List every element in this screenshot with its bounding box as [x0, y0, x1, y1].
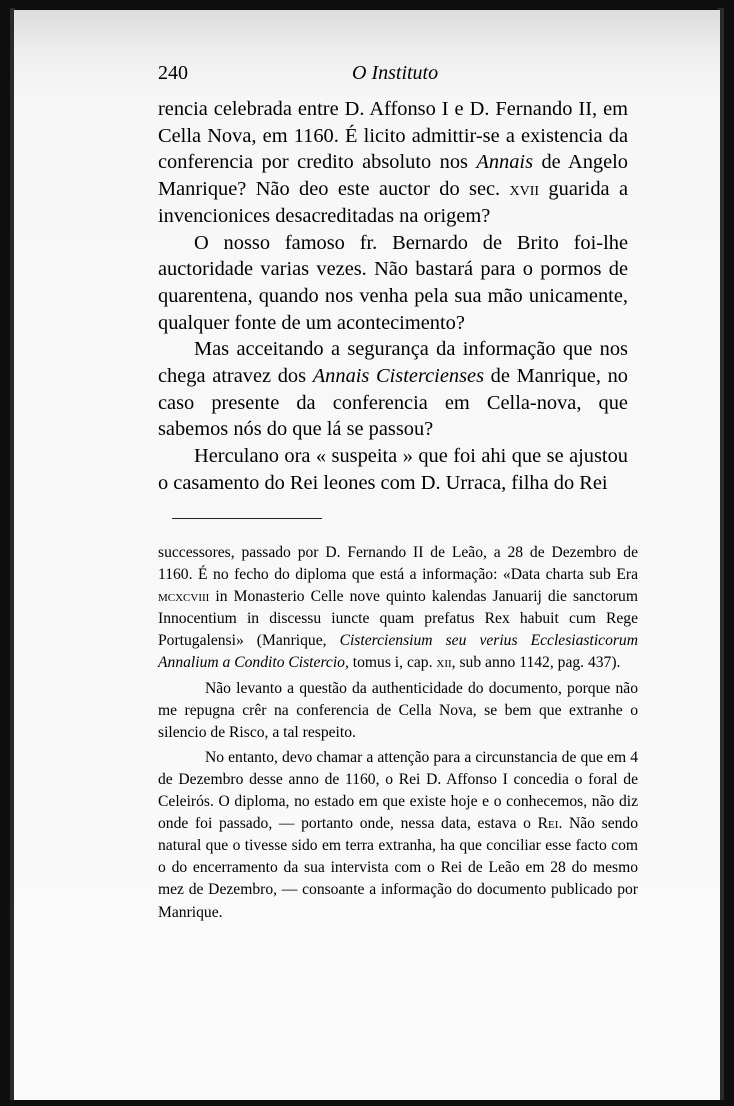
annais-title: Annais — [476, 151, 534, 174]
paragraph-4: Herculano ora « suspeita » que foi ahi que se ajustou o casamento do Rei leones com D. Urraca, filha do Rei — [158, 445, 628, 494]
footnote-rule — [172, 518, 322, 519]
footnotes — [158, 542, 638, 927]
main-text — [158, 96, 628, 497]
citation-title: Cisterciensium seu verius Ecclesiasticorum Annalium a Condito Cistercio, — [158, 632, 638, 672]
annais-cistercienses-title: Annais Cistercienses — [312, 365, 484, 388]
running-head — [0, 62, 734, 88]
paragraph-3: Mas acceitando a segurança da informação que nos chega atravez dos Annais Cistercienses de Manrique, no caso presente da conferencia em Cella-nova, que sabemos nós do que lá se passou? — [158, 338, 628, 441]
paragraph-1: rencia celebrada entre D. Affonso I e D. Fernando II, em Cella Nova, em 1160. É licito admittir-se a existencia da conferencia por credito absoluto nos Annais de Angelo Manrique? Não deo este auctor do sec. xvii guarida a invencionices desacreditadas na origem? — [158, 98, 629, 227]
footnote-paragraph-2: Não levanto a questão da authenticidade do documento, porque não me repugna crêr na conferencia de Cella Nova, se bem que extranhe o silencio de Risco, a tal respeito. — [158, 679, 638, 741]
paragraph-2: O nosso famoso fr. Bernardo de Brito foi-lhe auctoridade varias vezes. Não bastará para o pormos de quarentena, quando nos venha pela sua mão unicamente, qualquer fonte de um acontecimento? — [158, 231, 628, 334]
century-numeral: xvii — [509, 178, 540, 201]
running-title: O Instituto — [352, 62, 439, 84]
footnote-continuation: successores, passado por D. Fernando II de Leão, a 28 de Dezembro de 1160. É no fecho do diploma que está a informação: «Data charta sub Era mcxcviii in Monasterio Celle nove quinto kalendas Januarij die sanctorum Innocentium in discessu iuncte quam prefatus Rex habuit cum Rege Portugalensi» (Manrique, Cisterciensium seu verius Ecclesiasticorum Annalium a Condito Cistercio, tomus i, cap. xii, sub anno 1142, pag. 437). — [158, 544, 638, 672]
page-number: 240 — [158, 62, 188, 84]
footnote-paragraph-3: No entanto, devo chamar a attenção para a circunstancia de que em 4 de Dezembro desse anno de 1160, o Rei D. Affonso I concedia o foral de Celeirós. O diploma, no estado em que existe hoje e o conhecemos, não diz onde foi passado, — portanto onde, nessa data, estava o Rei. Não sendo natural que o tivesse sido em terra extranha, ha que conciliar esse facto com o do encerramento da sua intervista com o Rei de Leão em 28 do mesmo mez de Dezembro, — consoante a informação do documento publicado por Manrique. — [158, 748, 639, 921]
